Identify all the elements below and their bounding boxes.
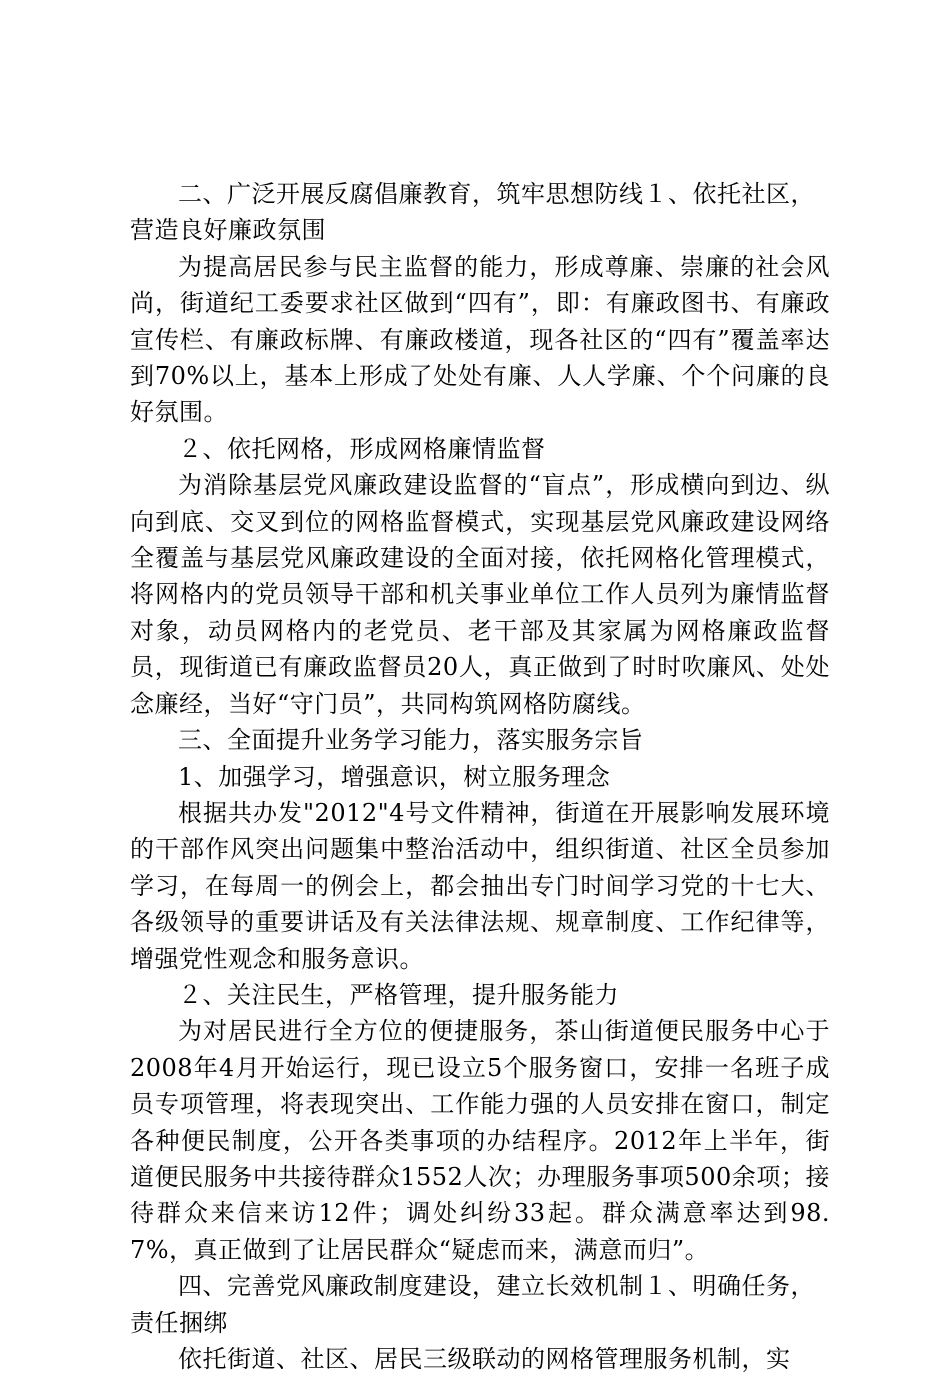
subsection-heading: 1、加强学习，增强意识，树立服务理念 — [178, 762, 611, 791]
body-paragraph: 为对居民进行全方位的便捷服务，茶山街道便民服务中心于2008年4月开始运行，现已设立5个服务窗口，安排一名班子成员专项管理，将表现突出、工作能力强的人员安排在窗口，制定各种便民制度，公开各类事项的办结程序。2012年上半年，街道便民服务中共接待群众1552人次；办理服务事项500余项；接待群众来信来访12件；调处纠纷33起。群众满意率达到98.7%，真正做到了让居民群众“疑虑而来，满意而归”。 — [130, 1017, 830, 1264]
body-paragraph: 为消除基层党风廉政建设监督的“盲点”，形成横向到边、纵向到底、交叉到位的网格监督模式，实现基层党风廉政建设网络全覆盖与基层党风廉政建设的全面对接，依托网格化管理模式，将网格内的党员领导干部和机关事业单位工作人员列为廉情监督对象，动员网格内的老党员、老干部及其家属为网格廉政监督员，现街道已有廉政监督员20人，真正做到了时时吹廉风、处处念廉经，当好“守门员”，共同构筑网格防腐线。 — [130, 471, 830, 718]
section-heading-3: 三、全面提升业务学习能力，落实服务宗旨 — [178, 726, 644, 755]
section-heading-2: 二、广泛开展反腐倡廉教育，筑牢思想防线１、依托社区，营造良好廉政氛围 — [130, 180, 815, 245]
body-paragraph: 依托街道、社区、居民三级联动的网格管理服务机制，实 — [178, 1345, 791, 1373]
body-paragraph: 根据共办发"2012"4号文件精神，街道在开展影响发展环境的干部作风突出问题集中整治活动中，组织街道、社区全员参加学习，在每周一的例会上，都会抽出专门时间学习党的十七大、各级领导的重要讲话及有关法律法规、规章制度、工作纪律等，增强党性观念和服务意识。 — [130, 798, 830, 973]
section-heading-4: 四、完善党风廉政制度建设，建立长效机制１、明确任务，责任捆绑 — [130, 1272, 815, 1337]
body-paragraph: 为提高居民参与民主监督的能力，形成尊廉、崇廉的社会风尚，街道纪工委要求社区做到“四有”，即：有廉政图书、有廉政宣传栏、有廉政标牌、有廉政楼道，现各社区的“四有”覆盖率达到70%以上，基本上形成了处处有廉、人人学廉、个个问廉的良好氛围。 — [130, 252, 830, 427]
subsection-heading: ２、关注民生，严格管理，提升服务能力 — [178, 980, 619, 1009]
document-page — [130, 176, 830, 1377]
subsection-heading: ２、依托网格，形成网格廉情监督 — [178, 434, 546, 463]
